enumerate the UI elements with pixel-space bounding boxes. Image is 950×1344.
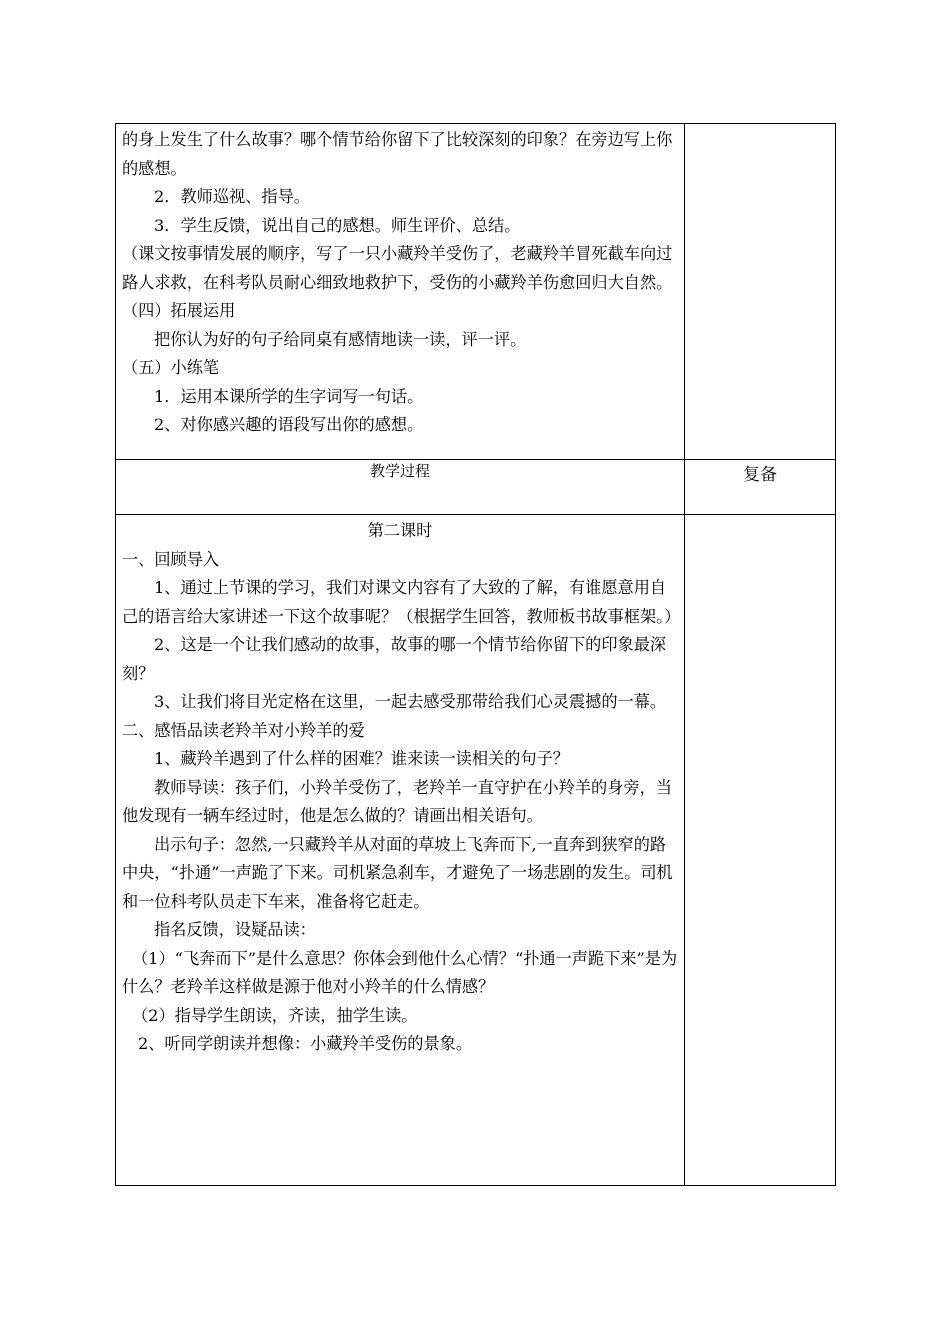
- paragraph: 3．学生反馈，说出自己的感想。师生评价、总结。: [154, 215, 521, 235]
- section-heading: （五）小练笔: [122, 358, 220, 377]
- paragraph: 1．运用本课所学的生字词写一句话。: [154, 386, 424, 406]
- paragraph: 把你认为好的句子给同桌有感情地读一读，评一评。: [154, 329, 527, 349]
- review-cell: [685, 124, 836, 460]
- paragraph: 出示句子：忽然,一只藏羚羊从对面的草坡上飞奔而下,一直奔到狭窄的路中央，“扑通”一声跪了下来。司机紧急刹车，才避免了一场悲剧的发生。司机和一位科考队员走下车来，准备将它赶走。: [122, 834, 673, 911]
- review-header: 复备: [685, 460, 836, 515]
- paragraph: 的身上发生了什么故事？哪个情节给你留下了比较深刻的印象？在旁边写上你的感想。: [122, 130, 673, 178]
- lesson-plan-table: [115, 123, 836, 1186]
- lesson-title: 第二课时: [367, 521, 433, 540]
- content-cell: [116, 515, 685, 1186]
- paragraph: 教师导读：孩子们，小羚羊受伤了，老羚羊一直守护在小羚羊的身旁，当他发现有一辆车经过时，他是怎么做的？请画出相关语句。: [122, 777, 672, 825]
- paragraph: （2）指导学生朗读，齐读，抽学生读。: [132, 1005, 418, 1025]
- content-cell: [116, 124, 685, 460]
- paragraph: 1、藏羚羊遇到了什么样的困难？谁来读一读相关的句子？: [154, 749, 569, 768]
- table-row: [116, 124, 836, 460]
- paragraph: 指名反馈，设疑品读：: [154, 920, 316, 939]
- paragraph: 2、对你感兴趣的语段写出你的感想。: [154, 415, 424, 434]
- table-header-row: [116, 460, 836, 515]
- review-cell: [685, 515, 836, 1186]
- paragraph: 2．教师巡视、指导。: [154, 187, 310, 206]
- paragraph: 3、让我们将目光定格在这里，一起去感受那带给我们心灵震撼的一幕。: [154, 692, 667, 711]
- paragraph: 1、通过上节课的学习，我们对课文内容有了大致的了解，有谁愿意用自己的语言给大家讲述一下这个故事呢？（根据学生回答，教师板书故事框架。）: [122, 578, 681, 626]
- teaching-process-header: 教学过程: [116, 460, 685, 515]
- paragraph: （课文按事情发展的顺序，写了一只小藏羚羊受伤了，老藏羚羊冒死截车向过路人求救，在科考队员耐心细致地救护下，受伤的小藏羚羊伤愈回归大自然。: [122, 244, 673, 292]
- table-row: [116, 515, 836, 1186]
- section-heading: 二、感悟品读老羚羊对小羚羊的爱: [122, 720, 365, 740]
- section-heading: 一、回顾导入: [122, 549, 220, 569]
- section-heading: （四）拓展运用: [122, 301, 236, 320]
- paragraph: 2、听同学朗读并想像：小藏羚羊受伤的景象。: [138, 1034, 473, 1053]
- paragraph: 2、这是一个让我们感动的故事，故事的哪一个情节给你留下的印象最深刻？: [122, 635, 667, 683]
- paragraph: （1）“飞奔而下”是什么意思？你体会到他什么心情？“扑通一声跪下来”是为什么？老羚羊这样做是源于他对小羚羊的什么情感？: [122, 948, 678, 996]
